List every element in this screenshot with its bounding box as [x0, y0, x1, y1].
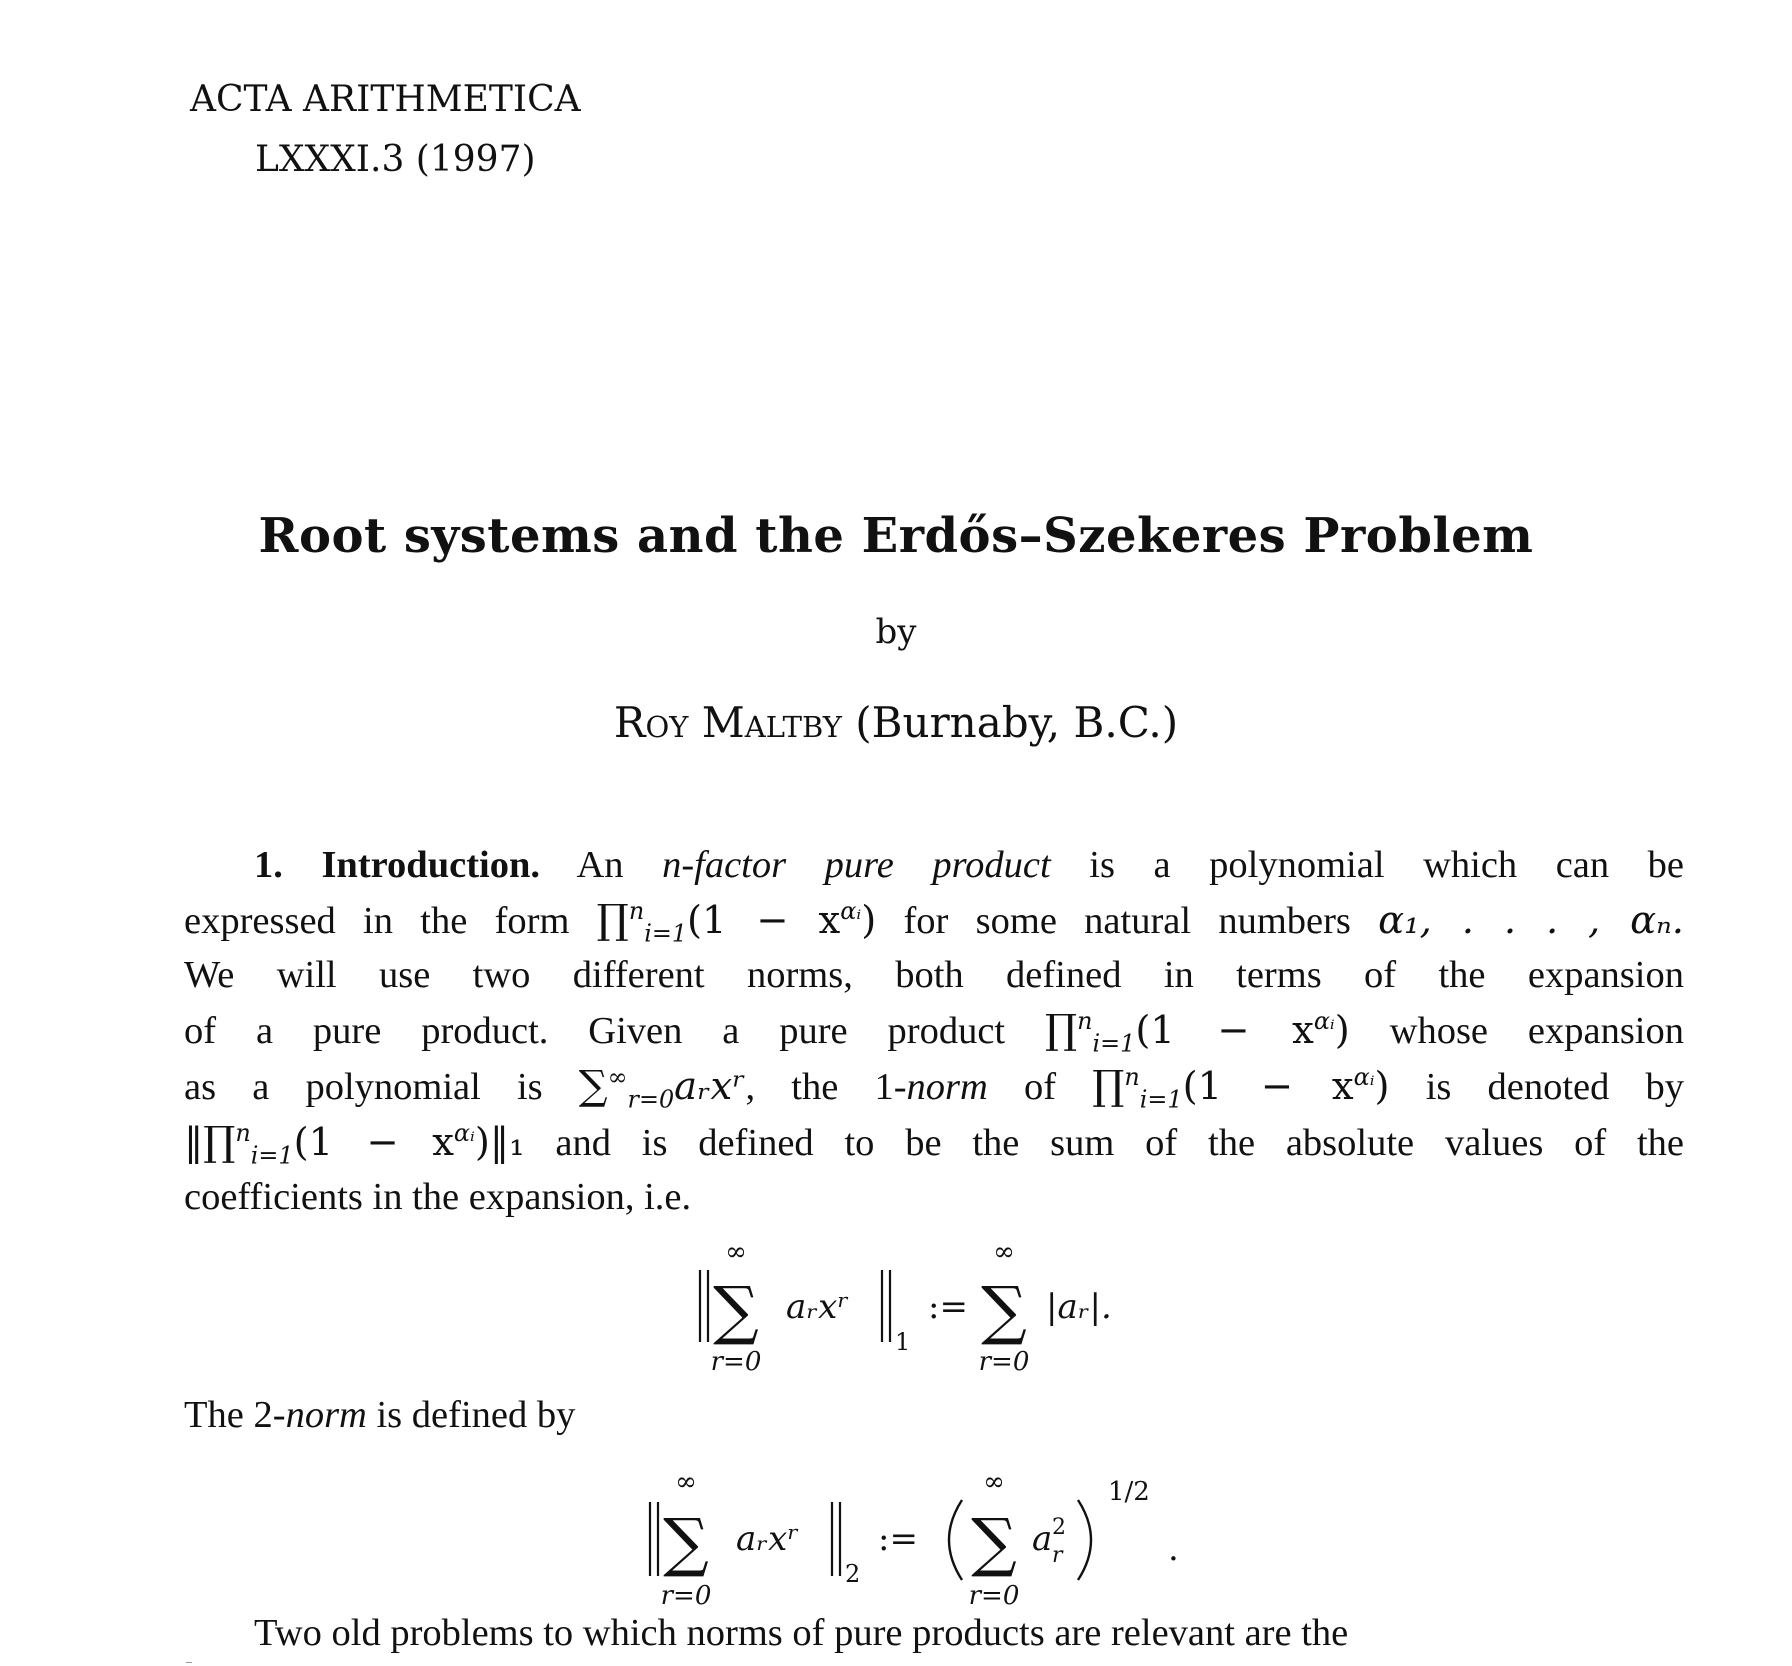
norm-subscript-2: 2: [845, 1560, 861, 1588]
intro-text: for some natural numbers: [903, 900, 1351, 942]
squared-coefficient: a: [1032, 1519, 1053, 1559]
intro-text: expressed in the form: [184, 900, 570, 942]
display-equation-norm1: [690, 1240, 1210, 1380]
sum-lower-limit: r=0: [710, 1347, 762, 1377]
intro-text: An: [576, 844, 624, 886]
journal-volume: LXXXI.3 (1997): [255, 139, 536, 180]
term-norm-2: norm: [285, 1394, 367, 1436]
scan-mark: [186, 1662, 192, 1663]
sum-sign: ∑: [713, 1274, 759, 1348]
coefficient-index: r: [1052, 1543, 1063, 1568]
intro-text: , the 1-: [745, 1066, 907, 1108]
intro-line-1: [184, 838, 1684, 892]
author-first-name: Roy: [613, 698, 689, 747]
sum-term: aᵣxʳ: [736, 1519, 800, 1559]
period: .: [1168, 1529, 1179, 1569]
intro-line-3: We will use two different norms, both defined in terms of the expansion: [184, 954, 1684, 996]
norm2-intro-line: [184, 1388, 1684, 1442]
pure-product-formula: ∏$^n_{i=1}$(1 − $x^{\alpha ᵢ}$): [596, 895, 877, 948]
norm2-text: is defined by: [376, 1394, 576, 1436]
section-number: 1.: [254, 844, 283, 886]
sum-lower-limit: r=0: [660, 1581, 712, 1611]
norm-1-formula: ‖∏$^n_{i=1}$(1 − $x^{\alpha ᵢ})‖_1$: [184, 1117, 525, 1170]
sum-sign: ∑: [981, 1274, 1027, 1348]
journal-name: ACTA ARITHMETICA: [190, 79, 581, 120]
author-last-name: Maltby: [701, 698, 842, 747]
intro-text: is a polynomial which can be: [1089, 844, 1685, 886]
sum-term: aᵣxʳ: [786, 1287, 850, 1327]
sum-upper-limit: ∞: [675, 1467, 697, 1497]
abs-coefficient: |aᵣ|.: [1046, 1287, 1112, 1327]
intro-text: whose expansion: [1389, 1010, 1684, 1052]
intro-line-4: [184, 1002, 1684, 1058]
closing-line: [184, 1606, 1684, 1660]
intro-line-6: [184, 1114, 1684, 1170]
pure-product-formula: ∏$^n_{i=1}$(1 − $x^{\alpha ᵢ}$): [1044, 1005, 1350, 1058]
intro-text: of: [1024, 1066, 1057, 1108]
term-pure-product: n-factor pure product: [662, 844, 1051, 886]
intro-line-5: [184, 1058, 1684, 1114]
intro-text: is denoted by: [1425, 1066, 1685, 1108]
defined-as: :=: [878, 1519, 918, 1559]
author-line: [0, 698, 1792, 747]
section-heading: Introduction.: [321, 844, 541, 886]
byline-by: by: [875, 612, 917, 652]
alpha-list: α₁, . . . , αₙ.: [1378, 898, 1685, 943]
sum-upper-limit: ∞: [993, 1240, 1015, 1267]
squared-exponent: 2: [1052, 1515, 1066, 1540]
intro-text: and is defined to be the sum of the absolute values of the: [555, 1122, 1684, 1164]
sum-sign: ∑: [971, 1506, 1017, 1580]
sum-lower-limit: r=0: [978, 1347, 1030, 1377]
article-title: Root systems and the Erdős–Szekeres Problem: [258, 508, 1534, 564]
author-affiliation: (Burnaby, B.C.): [855, 698, 1179, 747]
sum-lower-limit: r=0: [968, 1581, 1020, 1611]
sum-upper-limit: ∞: [725, 1240, 747, 1267]
closing-text: Two old problems to which norms of pure products are relevant are the: [254, 1612, 1349, 1654]
defined-as: :=: [928, 1287, 968, 1327]
norm-subscript-1: 1: [895, 1328, 911, 1356]
half-exponent: 1/2: [1108, 1477, 1150, 1507]
introduction-paragraph: [184, 838, 1684, 1224]
intro-text: as a polynomial is: [184, 1066, 543, 1108]
term-norm: norm: [906, 1066, 988, 1108]
norm2-text: The 2-: [184, 1394, 286, 1436]
intro-text: of a pure product. Given a pure product: [184, 1010, 1006, 1052]
expansion-sum: $\sum^\infty_{r=0}aᵣxʳ$: [578, 1061, 746, 1114]
pure-product-formula: ∏$^n_{i=1}$(1 − $x^{\alpha ᵢ}$): [1092, 1061, 1390, 1114]
sum-sign: ∑: [663, 1506, 709, 1580]
sum-upper-limit: ∞: [983, 1467, 1005, 1497]
display-equation-norm2: [640, 1464, 1260, 1614]
intro-line-2: [184, 892, 1684, 948]
intro-line-7: coefficients in the expansion, i.e.: [184, 1176, 692, 1218]
